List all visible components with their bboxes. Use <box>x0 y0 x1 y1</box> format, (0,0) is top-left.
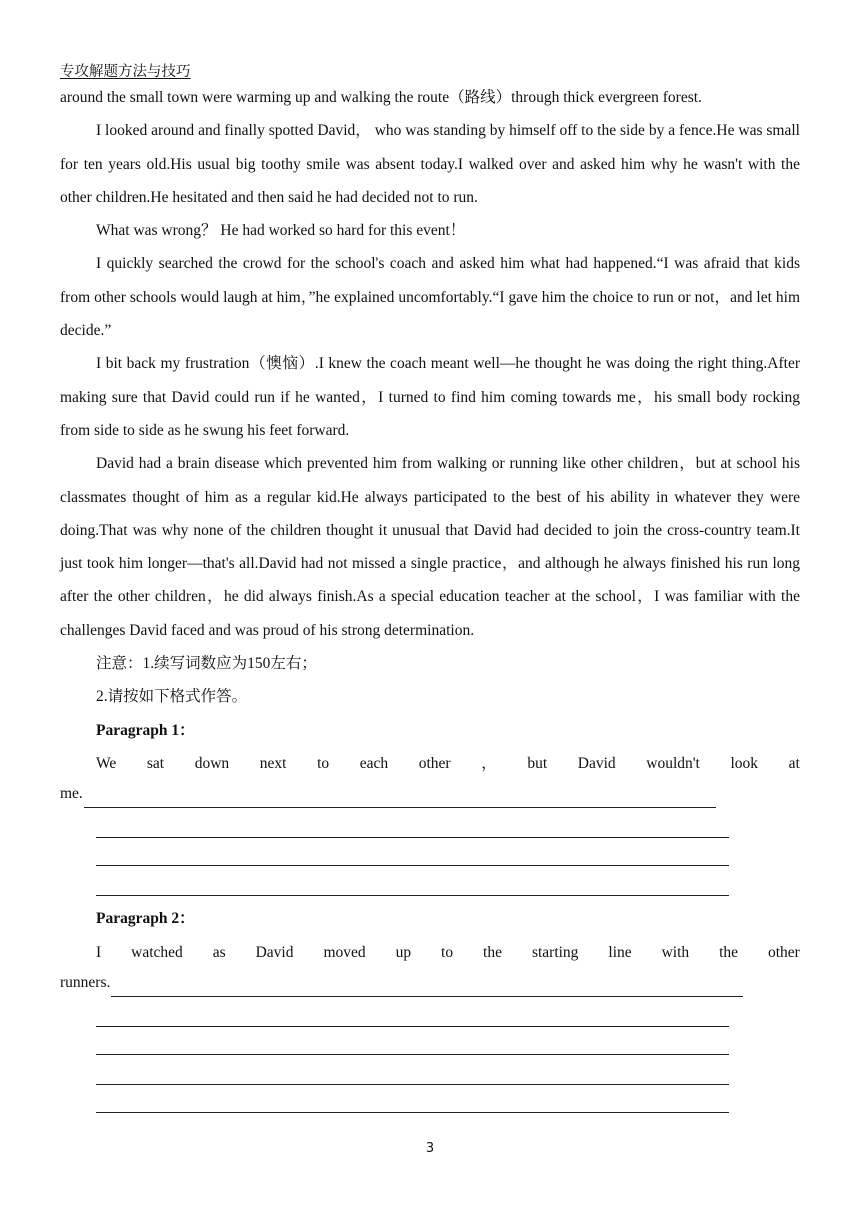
lead-word: up <box>395 943 412 961</box>
lead-word: wouldn't <box>646 754 700 772</box>
lead-word: sat <box>146 754 165 772</box>
writing-line[interactable] <box>96 808 729 838</box>
passage-paragraph: I quickly searched the crowd for the school's coach and asked him what had happened.“I was afraid that kids from other schools would laugh at him，”he explained uncomfortably.“I gave him the choice to run or not，and let him decide.” <box>60 255 800 340</box>
page-number: 3 <box>425 1141 435 1156</box>
paragraph-1-lead-sentence <box>60 747 800 780</box>
lead-word: next <box>259 754 287 772</box>
lead-end-word: me. <box>60 785 83 803</box>
lead-word: David <box>577 754 616 772</box>
paragraph-1-heading: Paragraph 1： <box>96 721 195 739</box>
lead-word: I <box>96 943 102 961</box>
passage-paragraph: I looked around and finally spotted David， who was standing by himself off to the side by a fence.He was small for ten years old.His usual big toothy smile was absent today.I walked over and asked him why he wasn't with the other children.He hesitated and then said he had decided not to run. <box>60 122 800 206</box>
writing-line[interactable] <box>96 866 729 896</box>
lead-word: other <box>418 754 451 772</box>
instruction-note: 2.请按如下格式作答。 <box>96 688 248 706</box>
passage-paragraph: David had a brain disease which prevented him from walking or running like other children，but at school his classmates thought of him as a regular kid.He always participated to the best of his ability in whatever they were doing.That was why none of the children thought it unusual that David had decided to join the cross-country team.It just took him longer—that's all.David had not missed a single practice，and although he always finished his run long after the other children，he did always finish.As a special education teacher at the school，I was familiar with the challenges David faced and was proud of his strong determination. <box>60 455 800 639</box>
instruction-note: 注意：1.续写词数应为150左右； <box>96 655 317 673</box>
lead-word: but <box>527 754 548 772</box>
writing-line[interactable] <box>96 1027 729 1055</box>
passage-paragraph: What was wrong？ He had worked so hard for this event！ <box>96 222 466 240</box>
lead-word: David <box>255 943 294 961</box>
writing-blank[interactable] <box>111 977 743 997</box>
writing-line[interactable] <box>96 1085 729 1113</box>
passage-paragraph: around the small town were warming up and walking the route（路线）through thick evergreen forest. <box>60 89 702 106</box>
lead-word: the <box>719 943 739 961</box>
lead-end-word: runners. <box>60 973 111 991</box>
lead-word: moved <box>323 943 366 961</box>
writing-line[interactable] <box>96 838 729 866</box>
passage-paragraph: I bit back my frustration（懊恼）.I knew the coach meant well—he thought he was doing the right thing.After making sure that David could run if he wanted，I turned to find him coming towards me，his small body rocking from side to side as he swung his feet forward. <box>60 355 800 439</box>
lead-word: to <box>441 943 454 961</box>
paragraph-2-lead-sentence <box>60 936 800 969</box>
lead-word: down <box>194 754 230 772</box>
lead-word: starting <box>531 943 579 961</box>
paragraph-2-first-writing-line <box>60 969 800 997</box>
lead-word: to <box>317 754 330 772</box>
paragraph-2-heading: Paragraph 2： <box>96 910 195 928</box>
lead-word: ， <box>481 754 497 772</box>
writing-line[interactable] <box>96 1055 729 1085</box>
lead-word: the <box>483 943 502 961</box>
lead-word: We <box>96 754 117 772</box>
passage <box>60 81 800 1113</box>
lead-word: each <box>359 754 389 772</box>
lead-word: as <box>212 943 226 961</box>
lead-word: other <box>768 943 800 961</box>
writing-blank[interactable] <box>84 788 716 808</box>
page-header: 专攻解题方法与技巧 <box>60 64 191 80</box>
lead-word: watched <box>131 943 183 961</box>
lead-word: with <box>661 943 690 961</box>
writing-line[interactable] <box>96 997 729 1027</box>
lead-word: line <box>608 943 632 961</box>
lead-word: at <box>788 754 800 772</box>
lead-word: look <box>730 754 759 772</box>
paragraph-1-first-writing-line <box>60 780 800 808</box>
